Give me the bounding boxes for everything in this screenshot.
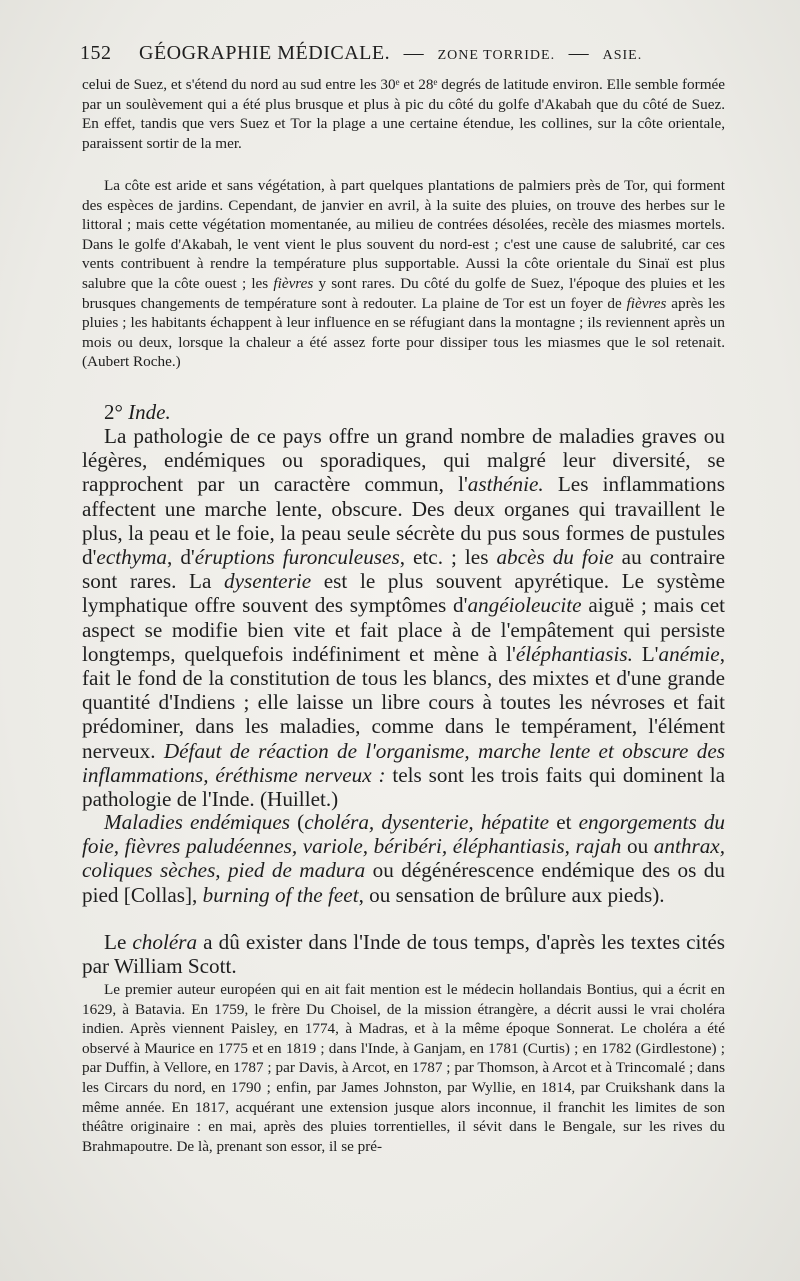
emphasis: Maladies endémiques [104,810,290,834]
text-run: aiguë ; mais cet aspect se modifie bien vite et fait place à de l'empâtement qui persiste longtemps, quelquefois indéfiniment et mène à l' [82,593,725,666]
paragraph-endemic-diseases [82,810,725,907]
emphasis: anthrax, coliques sèches, pied de madura [82,834,725,883]
text-run: L' [632,641,659,666]
paragraph-cholera [82,930,725,978]
text-run: , fait le fond de la constitution de tous les blancs, des mixtes et d'une grande quantité d'Indiens ; elle laisse un libre cours à toutes les névroses et fait prédominer, dans les maladies, comme dans le tempérament, l'élément nerveux. [82,641,725,763]
emphasis: angéioleucite [467,593,582,618]
text-run: , d' [167,545,195,570]
text-run: La pathologie de ce pays offre un grand nombre de maladies graves ou légères, endémiques ou sporadiques, qui malgré leur diversité, se rapprochent par un caractère commun, l' [82,424,725,497]
text-run: a dû exister dans l'Inde de tous temps, d'après les textes cités par William Scott. [82,930,725,979]
emphasis: ecthyma [96,545,168,570]
text-run: est le plus souvent apyrétique. Le système lymphatique offre souvent des symptômes d' [82,569,725,618]
section-number: 2° [104,400,123,424]
emphasis: abcès du foie [496,545,614,570]
header-region: ASIE. [602,48,643,63]
text-run: Les inflammations affectent une marche lente, obscure. Des deux organes qui travaillent le plus, la peau et le foie, la peau seule sécrète du pus sous formes de pustules d' [82,472,725,570]
section-title: Inde. [128,400,171,424]
emphasis: burning of the feet [202,882,359,907]
emphasis: anémie [658,641,720,666]
text-run: y sont rares. Du côté du golfe de Suez, l'époque des pluies et les brusques changements de température sont à redouter. La plaine de Tor est un foyer de [82,274,725,312]
text-run: La côte est aride et sans végétation, à part quelques plantations de palmiers près de Tor, qui forment des espèces de jardins. Cependant, de janvier en avril, à la suite des pluies, on trouve des herbes sur le littoral ; mais cette végétation momentanée, au milieu de contrées désolées, recèle des miasmes mortels. Dans le golfe d'Akabah, le vent vient le plus souvent du nord-est ; c'est une cause de salubrité, car ces vents contribuent à rendre la température plus supportable. Aussi la côte orientale du Sinaï est plus salubre que la côte ouest ; les [82,177,725,292]
text-run: au contraire sont rares. La [82,545,725,594]
emphasis: éruptions furonculeuses [194,545,400,570]
emphasis: Défaut de réaction de l'organisme, marche lente et obscure des inflammations, éréthisme nerveux : [82,738,725,787]
text-run: après les pluies ; les habitants échappent à leur influence en se réfugiant dans la montagne ; ils reviennent après un mois ou deux, lorsque la chaleur a été assez forte pour dissiper tous les miasmes que le sol retenait. (Aubert Roche.) [82,294,725,371]
running-header [80,42,725,65]
emphasis: asthénie. [467,472,544,497]
text-run: , etc. ; les [399,545,497,570]
text-run: et [549,810,579,834]
text-run: tels sont les trois faits qui dominent la pathologie de l'Inde. (Huillet.) [82,762,725,812]
header-dash: — [403,42,425,64]
section-heading [104,400,171,425]
text-run: ( [290,810,305,834]
emphasis: choléra [132,930,198,954]
paragraph-sinai-coast: celui de Suez, et s'étend du nord au sud entre les 30ᵉ et 28ᵉ degrés de latitude environ. Elle semble formée par un soulèvement qui a été plus brusque et plus à pic du côté du golfe d'Akabah que du côté de Suez. En effet, tandis que vers Suez et Tor la plage a une certaine étendue, les collines, sur la côte orientale, paraissent sortir de la mer. [82,76,725,152]
paragraph-india-pathology [82,424,725,811]
paragraph-coast-climate [82,176,725,372]
emphasis: fièvres [626,294,667,312]
header-section: ZONE TORRIDE. [437,48,556,63]
header-dash: — [568,42,590,64]
header-title: GÉOGRAPHIE MÉDICALE. [139,42,391,64]
text-run: , ou sensation de brûlure aux pieds). [358,882,665,907]
emphasis: engorgements du foie, fièvres paludéennes, variole, béribéri, éléphantiasis, rajah [82,810,726,859]
text-run: ou [621,834,654,859]
emphasis: fièvres [273,274,314,292]
emphasis: choléra, dysenterie, hépatite [304,810,550,834]
text-run: ou dégénérescence endémique des os du pied [Collas], [82,858,725,907]
text-run: Le [104,930,133,954]
paragraph-cholera-history: Le premier auteur européen qui en ait fait mention est le médecin hollandais Bontius, qui a écrit en 1629, à Batavia. En 1759, le frère Du Choisel, de la mission étrangère, a décrit aussi le vrai choléra indien. Après viennent Paisley, en 1774, à Madras, et à la même époque Sonnerat. Le choléra a été observé à Maurice en 1775 et en 1819 ; dans l'Inde, à Ganjam, en 1781 (Curtis) ; en 1782 (Girdlestone) ; par Duffin, à Vellore, en 1787 ; par Davis, à Arcot, en 1787 ; par Thomson, à Arcot et à Trincomalé ; dans les Circars du nord, en 1790 ; enfin, par James Johnston, par Wyllie, en 1814, par Cruikshank dans la même année. En 1817, acquérant une extension jusque alors inconnue, il franchit les limites de son théâtre originaire : en mai, après des pluies torrentielles, il sévit dans le Bengale, sur les rives du Brahmapoutre. De là, prenant son essor, il se pré- [82,981,725,1155]
page-number: 152 [80,42,112,64]
emphasis: dysenterie [224,569,312,594]
emphasis: éléphantiasis. [515,641,633,666]
